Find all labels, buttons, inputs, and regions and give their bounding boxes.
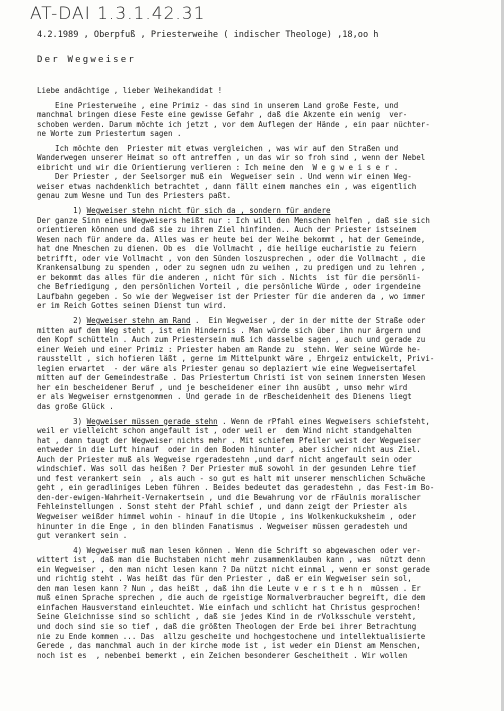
text-line: Der Priester , der Seelsorger muß ein Wegweiser sein . Und wenn wir einen Weg- [37,172,412,182]
text-line: her ein bescheidener Beruf , und je bescheidener einer ihn ausübt , umso mehr wird [37,382,408,392]
text-line: 1) Wegweiser stehn nicht für sich da , sondern für andere [37,206,331,216]
text-line: mitten auf der Gemeindestraße . Das Priestertum Christi ist von seinem innersten Wesen [37,373,426,383]
text-line: rausstellt , sich hofieren läßt , gerne im Mittelpunkt wäre , Ehrgeiz entwickelt, Privi- [37,354,435,364]
document-title: Der Wegweiser [37,55,137,65]
text-line: einfachen Hausverstand einleuchtet. Wie einfach und schlicht hat Christus gesprochen! [37,602,421,612]
text-line: Wanderwegen unserer Heimat so oft antreffen , un das wir so froh sind , wenn der Nebel [37,153,426,163]
text-line: Liebe andächtige , lieber Weihekandidat ! [37,86,223,95]
text-line: Krankensalbung zu spenden , oder zu segnen udn zu weihen , zu predigen und zu lehren , [37,263,426,273]
text-line: entweder in die Luft hinauf oder in den Boden hinunter , aber sicher nicht aus Ziel. [37,445,421,455]
text-line: orientieren können und daß sie zu ihrem Ziel hinfinden.. Auch der Priester istseinem [37,225,417,235]
text-line: Laufbahn gegeben . So wie der Wegweiser ist der Priester für die anderen da , wo immer [37,291,426,301]
text-line: und doch sind sie so tief , daß die größten Theologen der Erde bei ihrer Betrachtung [37,621,417,631]
text-line: Seine Gleichnisse sind so schlicht , daß sie jedes Kind in de rVolksschule versteht, [37,612,417,622]
text-line: ein Wegweiser , den man nicht lesen kann ? Da nützt nicht einmal , wenn er sonst gerade [37,564,430,574]
text-line: 2) Wegweiser stehn am Rand . Ein Wegweiser , der in der mitte der Straße oder [37,316,426,326]
archive-stamp: AT-DAI 1.3.1.42.31 [30,4,206,24]
text-line: das große Glück . [37,401,114,411]
text-line: schoben werden. Darum möchte ich jetzt , vor dem Auflegen der Hände , ein paar nüchter- [37,119,430,129]
text-line: Gerede , das manchmal auch in der kirche mode ist , ist weder ein Dienst am Menschen, [37,641,421,651]
text-line: che Befriedigung , den persönlichen Vorteil , die persönliche Würde , oder irgendeine [37,282,421,292]
text-line: den man lesen kann ? Nun , das heißt , daß ihn die Leute v e r s t e h n müssen . Er [37,583,421,593]
text-line: muß einen Sprache sprechen , die auch de rgeistige Normalverbraucher begreift, die dem [37,593,426,603]
text-line: weiser etwas nachdenklich betrachtet , dann fällt einem manches ein , was eigentlich [37,181,417,191]
text-line: hinunter in die Enge , in den blinden Fanatismus . Wegweiser müssen geradesteh und [37,521,408,531]
text-line: und fest verankert sein , als auch - so gut es halt mit unserer menschlichen Schwäche [37,473,426,483]
text-line: den-der-ewigen-Wahrheit-Vernakertsein , und die Bewahrung vor de rFäulnis moralischer [37,492,421,502]
text-line: manchmal bringen diese Feste eine gewisse Gefahr , daß die Akzente ein wenig ver- [37,110,408,120]
text-line: und richtig steht . Was heißt das für den Priester , daß er ein Wegweiser sein sol, [37,574,412,584]
text-line: windschief. Was soll das heißen ? Der Priester muß sowohl in der gesunden Lehre tief [37,464,417,474]
text-line: er als Wegweiser ernstgenommen . Und gerade in de rBescheidenheit des Dienens liegt [37,392,412,402]
text-line: Fehleinstellungen . Sonst steht der Pfahl schief , und dann zeigt der Priester als [37,502,408,512]
date-place-header: 4.2.1989 , Oberpfuß , Priesterweihe ( indischer Theologe) ,18,oo h [37,30,379,40]
text-line: Auch der Priester muß als Wegweise rgeradestehn ,und darf nicht angefault sein oder [37,454,412,464]
text-line: betrifft, oder vie Vollmacht , von den Sünden loszusprechen , oder die Vollmacht , die [37,253,426,263]
text-line: genau zum Wesne und Tun des Priesters paßt. [37,191,232,201]
text-line: Eine Priesterweihe , eine Primiz - das sind in unserem Land große Feste, und [37,100,399,110]
text-line: gut verankert sein . [37,531,128,541]
text-line: weil er vielleicht schon angefault ist , oder weil er dem Wind nicht standgehalten [37,426,412,436]
text-line: hat , dann taugt der Wegweiser nichts mehr . Mit schiefem Pfeiler weist der Wegweiser [37,435,421,445]
text-line: Der ganze Sinn eines Wegweisers heißt nur : Ich will den Menschen helfen , daß sie sich [37,215,430,225]
text-line: Wegweiser weißder himmel wohin - hinauf in die Utopie , ins Wolkenkuckuksheim , oder [37,511,417,521]
text-line: geht , ein geradliniges Leben führen . Beides bedeutet das geradestehn , das Fest-im Bo- [37,483,435,493]
text-line: mitten auf dem Weg steht , ist ein Hindernis . Man würde sich über ihn nur ärgern und [37,325,421,335]
text-line: wittert ist , daß man die Buchstaben nicht mehr zusammenklauben kann , was nützt denn [37,555,426,565]
underlined-heading: Wegweiser stehn am Rand [86,316,191,326]
text-line: den Kopf schütteln . Auch zum Priestersein muß ich dasselbe sagen , auch und gerade zu [37,335,426,345]
underlined-heading: Wegweiser stehn nicht für sich da , sondern für andere [86,206,331,216]
sermon-body [37,86,497,660]
text-line: er bekommt das alles für die anderen , nicht für sich . Nichts ist für die persönli- [37,272,421,282]
text-line: hat dne Mneschen zu dienen. Ob es die Vollmacht , die heilige eucharistie zu feiern [37,244,417,254]
underlined-heading: Wegweiser müssen gerade stehn [86,416,218,426]
text-line: einer Weieh und einer Primiz : Priester haben am Rande zu stehn. Wer seine Würde he- [37,344,421,354]
text-line: legien erwartet - der wäre als Priester genau so deplaziert wie eine Wegweisertafel [37,363,417,373]
text-line: Wesen nach für andere da. Alles was er heute bei der Weihe bekommt , hat der Gemeinde, [37,234,426,244]
text-line: Ich möchte den Priester mit etwas vergleichen , was wir auf den Straßen und [37,143,399,153]
text-line: 4) Wegweiser muß man lesen können . Wenn die Schrift so abgewaschen oder ver- [37,545,421,555]
text-line: 3) Wegweiser müssen gerade stehn . Wenn de rPfahl eines Wegweisers schiefsteht, [37,416,430,426]
text-line: nie zu Ende kommen ... Das allzu gescheite und hochgestochene und intellektualisierte [37,631,426,641]
text-line: er im Reich Gottes seinen Dienst tun wird. [37,301,227,311]
text-line: noch ist es , nebenbei bemerkt , ein Zeichen besonderer Gescheitheit . Wir wollen [37,650,408,660]
text-line: ne Worte zum Priestertum sagen . [37,129,182,139]
text-line: eibricht und wir die Orientierung verlieren : Ich meine den W e g w e i s e r . [37,162,399,172]
